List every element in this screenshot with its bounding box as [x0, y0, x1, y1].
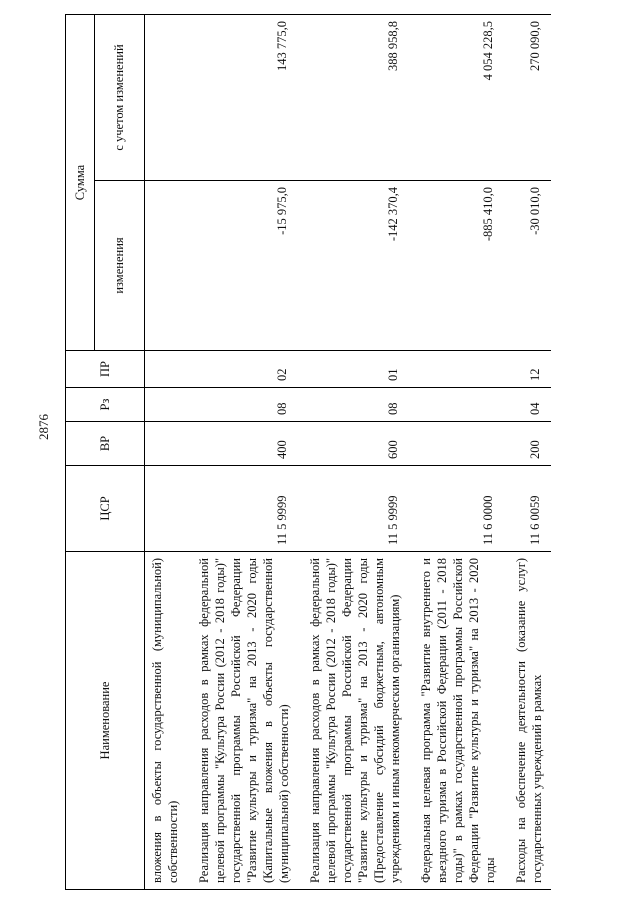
row-name: вложения в объекты государственной (муниципальной) собственности): [145, 552, 188, 890]
header-pr: ПР: [66, 351, 145, 388]
row-csr: [145, 466, 188, 552]
row-vr: 200: [504, 422, 551, 466]
row-name: Реализация направления расходов в рамках федеральной целевой программы "Культура России (2012 - 2018 годы)" государственной программы Российской Федерации "Развитие культуры и туризма" на 2013 - 2020 годы (Предоставление субсидий бюджетным, автономным учреждениям и иным некоммерческим организациям): [298, 552, 409, 890]
header-csr: ЦСР: [66, 466, 145, 552]
row-vr: [409, 422, 504, 466]
row-with-change: 143 775,0: [187, 15, 298, 181]
header-rz: Рз: [66, 388, 145, 422]
row-pr: 02: [187, 351, 298, 388]
table-row: [409, 15, 504, 890]
row-pr: [409, 351, 504, 388]
table-row: [504, 15, 551, 890]
row-change: -142 370,4: [298, 181, 409, 351]
row-rz: 08: [298, 388, 409, 422]
row-csr: 11 6 0059: [504, 466, 551, 552]
table-row: [145, 15, 188, 890]
row-rz: 04: [504, 388, 551, 422]
row-vr: 600: [298, 422, 409, 466]
budget-table: [65, 15, 620, 890]
table-row: [298, 15, 409, 890]
row-change: -30 010,0: [504, 181, 551, 351]
row-csr: 11 6 0000: [409, 466, 504, 552]
row-name: Расходы на обеспечение деятельности (оказание услуг) государственных учреждений в рамках: [504, 552, 551, 890]
row-name: Реализация направления расходов в рамках федеральной целевой программы "Культура России (2012 - 2018 годы)" государственной программы Российской Федерации "Развитие культуры и туризма" на 2013 - 2020 годы (Капитальные вложения в объекты государственной (муниципальной) собственности): [187, 552, 298, 890]
row-change: -885 410,0: [409, 181, 504, 351]
row-pr: 01: [298, 351, 409, 388]
row-rz: 08: [187, 388, 298, 422]
header-change: изменения: [95, 181, 145, 351]
row-csr: 11 5 9999: [187, 466, 298, 552]
row-name: Федеральная целевая программа "Развитие внутреннего и въездного туризма в Российской Федерации (2011 - 2018 годы)" в рамках государственной программы Российской Федерации "Развитие культуры и туризма" на 2013 - 2020 годы: [409, 552, 504, 890]
row-vr: 400: [187, 422, 298, 466]
table-row: [187, 15, 298, 890]
row-rz: [145, 388, 188, 422]
row-change: [145, 181, 188, 351]
row-vr: [145, 422, 188, 466]
row-csr: 11 5 9999: [298, 466, 409, 552]
row-with-change: 270 090,0: [504, 15, 551, 181]
header-row: [66, 15, 95, 890]
row-pr: 12: [504, 351, 551, 388]
page-number: 2876: [36, 414, 51, 440]
row-with-change: 4 054 228,5: [409, 15, 504, 181]
row-change: -15 975,0: [187, 181, 298, 351]
row-pr: [145, 351, 188, 388]
row-with-change: [145, 15, 188, 181]
header-sum: Сумма: [66, 15, 95, 351]
header-vr: ВР: [66, 422, 145, 466]
row-rz: [409, 388, 504, 422]
header-with-change: с учетом изменений: [95, 15, 145, 181]
row-with-change: 388 958,8: [298, 15, 409, 181]
header-name: Наименование: [66, 552, 145, 890]
